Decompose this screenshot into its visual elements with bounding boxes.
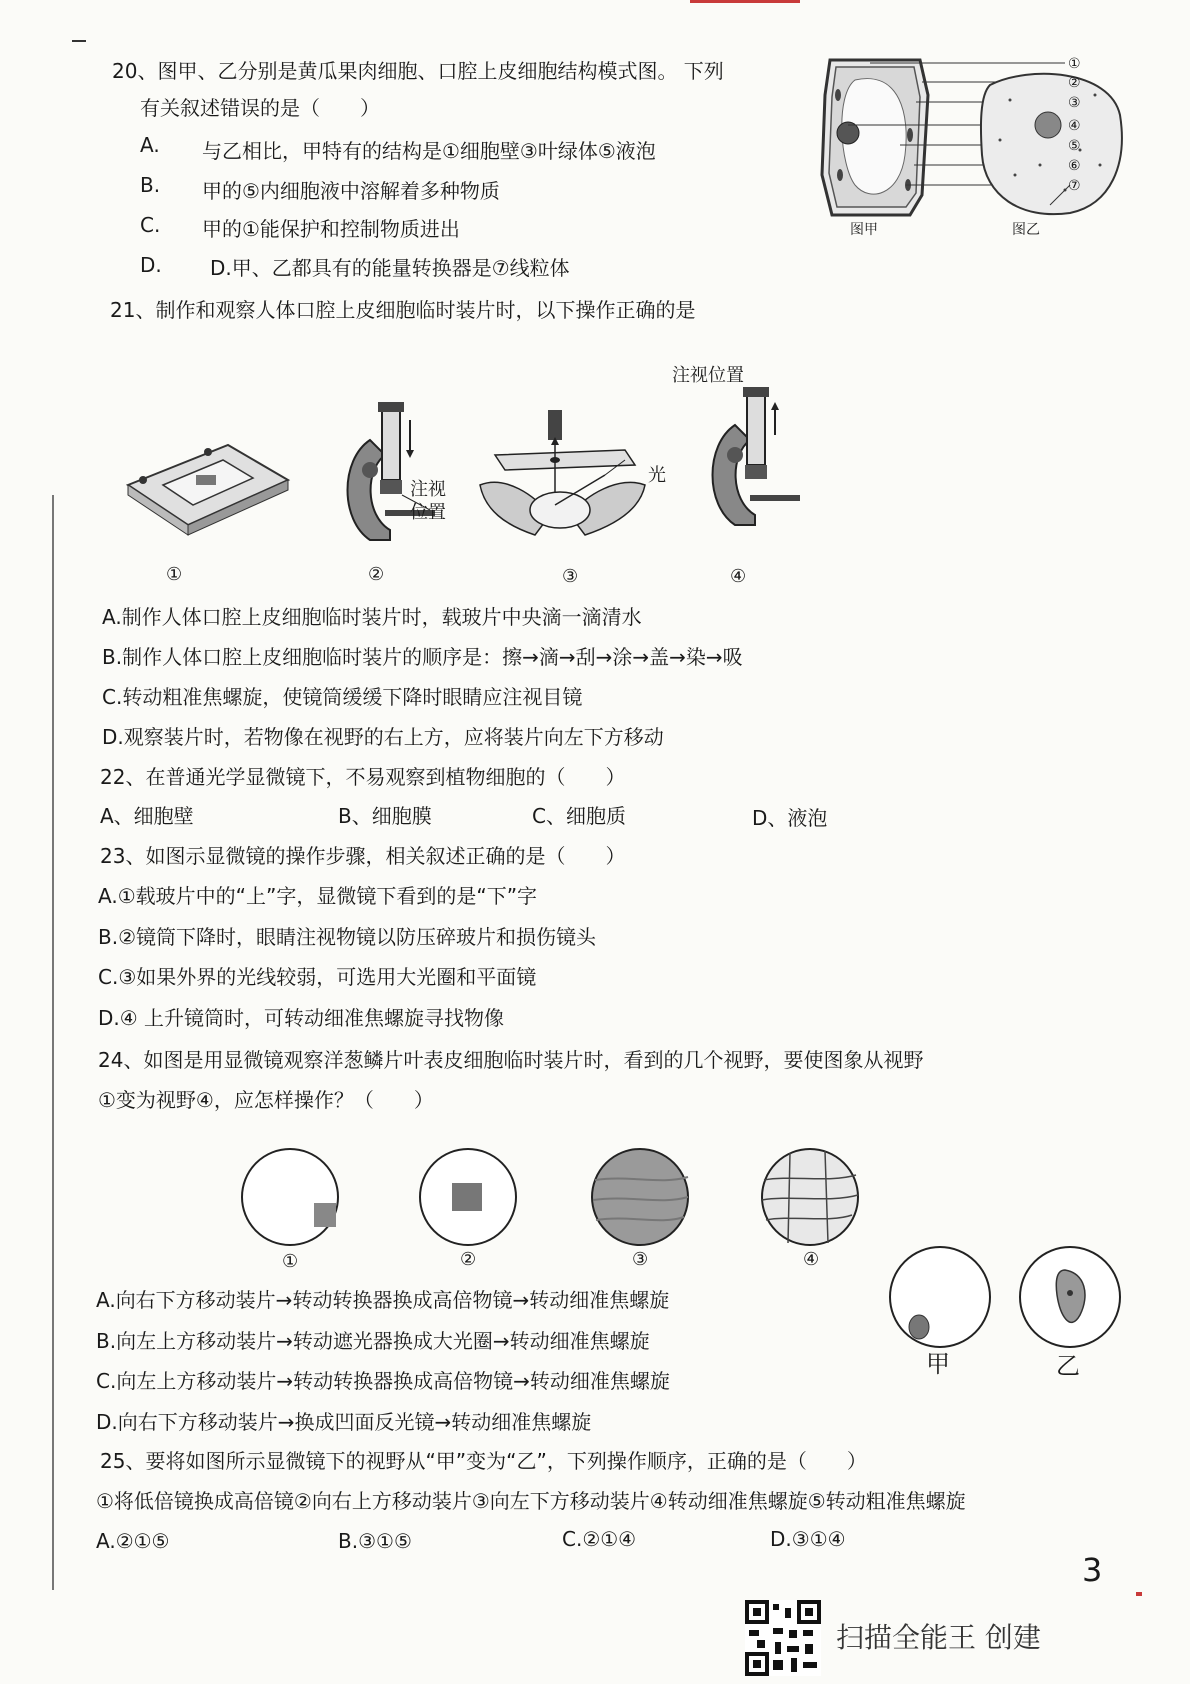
q21-label-guang: 光 xyxy=(648,465,666,486)
q24-fig-num-4: ④ xyxy=(803,1249,820,1270)
q21-option-a: A.制作人体口腔上皮细胞临时装片时，载玻片中央滴一滴清水 xyxy=(102,605,642,629)
q20-cell-diagram xyxy=(810,55,1130,250)
q24-option-c: C.向左上方移动装片→转动转换器换成高倍物镜→转动细准焦螺旋 xyxy=(96,1369,670,1393)
q24-field-3 xyxy=(592,1149,688,1245)
q24-fig-num-3: ③ xyxy=(632,1249,649,1270)
q20-label-6: ⑥ xyxy=(1068,158,1081,174)
q21-figure-hands-light xyxy=(475,405,650,555)
q25-option-a: A.②①⑤ xyxy=(96,1529,170,1553)
q20-label-5: ⑤ xyxy=(1068,138,1081,154)
q22-option-d: D、液泡 xyxy=(752,806,828,830)
q21-figure-microscope-up xyxy=(695,385,805,535)
q21-stem: 21、制作和观察人体口腔上皮细胞临时装片时，以下操作正确的是 xyxy=(110,298,696,322)
q20-label-2: ② xyxy=(1068,75,1081,91)
scan-edge-dash xyxy=(72,40,86,42)
q25-option-b: B.③①⑤ xyxy=(338,1529,412,1553)
q20-stem-line2: 有关叙述错误的是（ ） xyxy=(140,96,380,120)
page-number: 3 xyxy=(1082,1551,1103,1589)
q23-stem: 23、如图示显微镜的操作步骤，相关叙述正确的是（ ） xyxy=(100,844,626,868)
q25-option-d: D.③①④ xyxy=(770,1527,846,1551)
q20-caption-jia: 图甲 xyxy=(850,222,878,238)
q24-fig-num-1: ① xyxy=(282,1251,299,1272)
q21-fig-num-2: ② xyxy=(368,564,385,585)
q21-figure-microscope-down xyxy=(330,400,440,550)
q24-option-a: A.向右下方移动装片→转动转换器换成高倍物镜→转动细准焦螺旋 xyxy=(96,1288,670,1312)
q21-option-c: C.转动粗准焦螺旋，使镜筒缓缓下降时眼睛应注视目镜 xyxy=(102,685,583,709)
q22-option-b: B、细胞膜 xyxy=(338,804,432,828)
q20-label-1: ① xyxy=(1068,56,1081,72)
q20-option-d-letter: D. xyxy=(140,253,162,277)
red-dot xyxy=(1136,1592,1142,1596)
q23-option-d: D.④ 上升镜筒时，可转动细准焦螺旋寻找物像 xyxy=(98,1006,505,1030)
q25-steps: ①将低倍镜换成高倍镜②向右上方移动装片③向左下方移动装片④转动细准焦螺旋⑤转动粗准焦螺旋 xyxy=(96,1489,966,1513)
q25-fig-label-yi: 乙 xyxy=(1056,1352,1080,1380)
q25-field-jia xyxy=(890,1247,990,1347)
q20-stem-line1: 20、图甲、乙分别是黄瓜果肉细胞、口腔上皮细胞结构模式图。 下列 xyxy=(112,59,724,83)
q20-option-b-text: 甲的⑤内细胞液中溶解着多种物质 xyxy=(202,179,500,203)
q20-label-7: ⑦ xyxy=(1068,178,1081,194)
q22-option-c: C、细胞质 xyxy=(532,804,626,828)
q23-option-b: B.②镜筒下降时，眼睛注视物镜以防压碎玻片和损伤镜头 xyxy=(98,925,597,949)
q21-fig-num-1: ① xyxy=(166,564,183,585)
q21-option-d: D.观察装片时，若物像在视野的右上方，应将装片向左下方移动 xyxy=(102,725,664,749)
scan-edge-left xyxy=(52,495,54,1590)
animal-nucleus xyxy=(1035,112,1061,138)
q22-stem: 22、在普通光学显微镜下，不易观察到植物细胞的（ ） xyxy=(100,765,626,789)
q21-label-zhushi-1: 注视 xyxy=(410,479,446,500)
q20-caption-yi: 图乙 xyxy=(1012,222,1040,238)
scan-edge-top-mark xyxy=(690,0,800,3)
q21-fig-num-3: ③ xyxy=(562,566,579,587)
q25-fig-label-jia: 甲 xyxy=(926,1350,950,1378)
q20-option-c-letter: C. xyxy=(140,213,161,237)
watermark-text: 扫描全能王 创建 xyxy=(836,1621,1041,1654)
q24-option-b: B.向左上方移动装片→转动遮光器换成大光圈→转动细准焦螺旋 xyxy=(96,1329,650,1353)
q21-label-zhushi-2: 位置 xyxy=(410,502,446,523)
q24-field-1 xyxy=(242,1149,338,1245)
q25-fields-jia-yi xyxy=(885,1245,1125,1355)
q22-option-a: A、细胞壁 xyxy=(100,804,194,828)
q25-option-c: C.②①④ xyxy=(562,1527,637,1551)
q20-label-3: ③ xyxy=(1068,95,1081,111)
q20-option-a-text: 与乙相比，甲特有的结构是①细胞壁③叶绿体⑤液泡 xyxy=(202,139,656,163)
q21-fig-num-4: ④ xyxy=(730,566,747,587)
q24-fields-of-view xyxy=(240,1145,860,1255)
q21-figure-slide xyxy=(118,430,298,540)
q24-option-d: D.向右下方移动装片→换成凹面反光镜→转动细准焦螺旋 xyxy=(96,1410,592,1434)
q21-label-zhushi-top: 注视位置 xyxy=(672,365,744,386)
q20-label-4: ④ xyxy=(1068,118,1081,134)
q24-fig-num-2: ② xyxy=(460,1249,477,1270)
q20-option-b-letter: B. xyxy=(140,173,161,197)
q20-option-c-text: 甲的①能保护和控制物质进出 xyxy=(202,217,460,241)
q24-stem-line1: 24、如图是用显微镜观察洋葱鳞片叶表皮细胞临时装片时，看到的几个视野，要使图象从视野 xyxy=(98,1048,924,1072)
animal-cell xyxy=(981,74,1122,214)
q21-option-b: B.制作人体口腔上皮细胞临时装片的顺序是：擦→滴→刮→涂→盖→染→吸 xyxy=(102,645,743,669)
q20-option-d-text: D.甲、乙都具有的能量转换器是⑦线粒体 xyxy=(210,256,570,280)
q25-stem: 25、要将如图所示显微镜下的视野从“甲”变为“乙”，下列操作顺序，正确的是（ ） xyxy=(100,1449,867,1473)
q24-stem-line2: ①变为视野④，应怎样操作？（ ） xyxy=(98,1088,434,1112)
qr-code-icon xyxy=(745,1600,821,1676)
q23-option-c: C.③如果外界的光线较弱，可选用大光圈和平面镜 xyxy=(98,965,537,989)
q23-option-a: A.①载玻片中的“上”字，显微镜下看到的是“下”字 xyxy=(98,884,538,908)
q20-option-a-letter: A. xyxy=(140,133,160,157)
